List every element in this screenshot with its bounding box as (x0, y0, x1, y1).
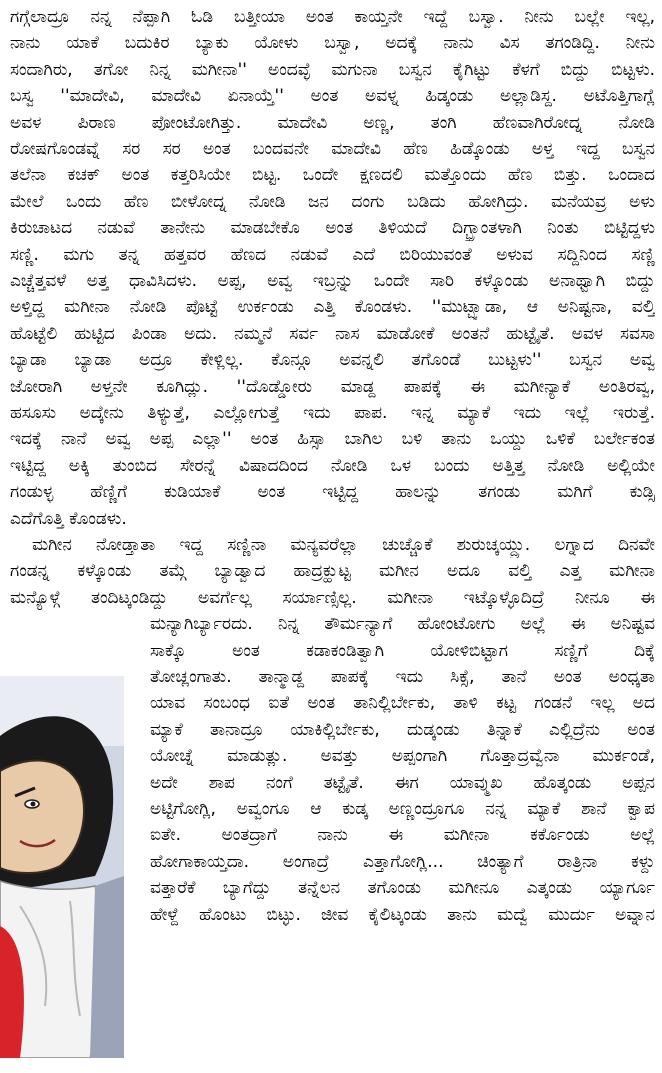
paragraph-2-wrapped-line: ಮ್ಯಾಕೆ ತಾನಾದ್ರೂ ಯಾಕಿಲ್ಲಿರ್ಬೇಕು, ದುಡ್ಕಂಡು ತಿನ್ನಾಕೆ ಎಲ್ಲಿದ್ರೆನು ಅಂತ (150, 719, 655, 740)
paragraph-1-line: ಸಣ್ಣಿ. ಮಗು ತನ್ನ ಹತ್ತವರ ಹೆಣದ ನಡುವೆ ಎದೆ ಬಿರಿಯುವಂತೆ ಅಳುವ ಸದ್ದಿನಿಂದ ಸಣ್ಣಿ (10, 244, 655, 265)
paragraph-1-line: ತಲೆನಾ ಕಚಕ್ ಅಂತ ಕತ್ತರಿಸಿಯೇ ಬಿಟ್ಟ. ಒಂದೇ ಕ್ಷಣದಲಿ ಮತ್ತೊಂದು ಹೆಣ ಬಿತ್ತು. ಒಂದಾದ (10, 165, 655, 186)
paragraph-1-line: ಜೋರಾಗಿ ಅಳ್ತನೇ ಕೂಗಿದ್ಲು. ''ದೊಡ್ಡೋರು ಮಾಡ್ದ ಪಾಪಕ್ಕೆ ಈ ಮಗೀನ್ಯಾಕೆ ಅಂತಿರವ್ವ, (10, 376, 655, 397)
paragraph-2-wrapped-line: ಅದೇ ಶಾಪ ನಂಗೆ ತಟ್ಟೈತೆ. ಈಗ ಯಾವ್ಮುಖ ಹೊತ್ಕಂಡು ಅಪ್ಪನ (150, 772, 655, 793)
paragraph-1-line: ಎದೆಗೊತ್ತಿ ಕೊಂಡಳು. (10, 508, 127, 529)
paragraph-2-wrapped-line: ಮನ್ಯಾಗಿರ್ಬ್ಯಾರದು. ನಿನ್ನ ತೌರ್ಮನ್ಯಾಗೆ ಹೋಂಟೋಗು ಅಲ್ಲೆ ಈ ಅನಿಷ್ಟವ (150, 614, 655, 635)
woman-illustration-icon (0, 676, 124, 1058)
paragraph-1-line: ಗಗ್ಗೆಲಾದ್ರೂ ನನ್ನ ನೆಪ್ಪಾಗಿ ಓಡಿ ಬತ್ತೀಯಾ ಅಂತ ಕಾಯ್ತನೇ ಇದ್ದೆ ಬಸ್ವಾ. ನೀನು ಬಲ್ಲೇ ಇಲ್ಲ, (10, 7, 655, 27)
paragraph-2-line: ಗಂಡನ್ನ ಕಳ್ಕೊಂಡು ತಮ್ಗೆ ಬ್ಯಾಡ್ವಾದ ಹಾದ್ರಕ್ಹುಟ್ಟ ಮಗೀನ ಅದೂ ವಲ್ತಿ ಎತ್ತ ಮಗೀನಾ (10, 561, 655, 582)
paragraph-1-line: ರೋಷಗೊಂಡವ್ನೆ ಸರ ಸರ ಅಂತ ಬಂದವನೇ ಮಾದೇವಿ ಹೆಣ ಹಿಡ್ಕೊಂಡು ಅಳ್ತ ಇದ್ದ ಬಸ್ವನ (10, 139, 655, 159)
paragraph-2-wrapped-line: ಐತೇ. ಅಂತದ್ರಾಗೆ ನಾನು ಈ ಮಗೀನಾ ಕರ್ಕೊಂಡು ಅಲ್ಲೆ (150, 825, 655, 846)
paragraph-2-wrapped-line: ಯೋಚ್ನೆ ಮಾಡುತ್ಲು. ಅವತ್ತು ಅಪ್ಪಂಗಾಗಿ ಗೊತ್ತಾದ್ರವ್ವೆನಾ ಮುರ್ಕಂಡೆ, (150, 746, 655, 767)
paragraph-2-wrapped-line: ಹೋಗಾಕಾಯ್ತದಾ. ಅಂಗಾದ್ರೆ ಎತ್ತಾಗೋಗ್ಲಿ... ಚಿಂತ್ಯಾಗೆ ರಾತ್ರಿನಾ ಕಳ್ದು (150, 851, 655, 872)
paragraph-2-wrapped-line: ತೋಚ್ಲಂಗಾತು. ತಾನ್ಮಾಡ್ದ ಪಾಪಕ್ಕೆ ಇದು ಸಿಕ್ಸೆ, ತಾನೆ ಅಂತ ಅಂಧ್ಕತಾ (150, 667, 655, 687)
paragraph-1-line: ಹೊಟ್ಟೆಲಿ ಹುಟ್ಟಿದ ಪಿಂಡಾ ಅದು. ನಮ್ಮನೆ ಸರ್ವ ನಾಸ ಮಾಡೋಕೆ ಅಂತನೆ ಹುಟ್ಟೈತೆ. ಅವಳ ಸವಸಾ (10, 323, 655, 344)
paragraph-1-line: ಅಳ್ತಿದ್ದ ಮಗೀನಾ ನೋಡಿ ಪೊಟ್ಟೆ ಉರ್ಕಂಡು ಎತ್ತಿ ಕೊಂಡಳು. ''ಮುಟ್ಬ್ಯಾಡಾ, ಆ ಅನಿಷ್ಟನಾ, ವಲ್ತಿ (10, 297, 655, 318)
paragraph-1-line: ಕಿರುಚಾಟದ ನಡುವೆ ತಾನೇನು ಮಾಡಬೇಕೊ ಅಂತ ತಿಳಿಯದೆ ದಿಗ್ಭ್ರಾಂತಳಾಗಿ ನಿಂತು ಬಿಟ್ಟಿದ್ದಳು (10, 218, 655, 239)
paragraph-1-line: ಸಂದಾಗಿರು, ತಗೋ ನಿನ್ನ ಮಗೀನಾ'' ಅಂದವ್ಳೆ ಮಗುನಾ ಬಸ್ವನ ಕೈಗಿಟ್ಟು ಕೆಳಗೆ ಬಿದ್ದು ಬಿಟ್ಟಳು. (10, 59, 655, 80)
paragraph-1-line: ಬಸ್ವ ''ಮಾದೇವಿ, ಮಾದೇವಿ ಏನಾಯ್ತೆ'' ಅಂತ ಅವಳ್ನ ಹಿಡ್ಕಂಡು ಅಲ್ಲಾಡಿಸ್ದ. ಅಟೊತ್ತಿಗಾಗ್ಲೆ (10, 86, 655, 107)
paragraph-1-line: ನಾನು ಯಾಕೆ ಬದುಕಿರ ಬ್ಯಾಕು ಯೋಳು ಬಸ್ವಾ, ಅದಕ್ಕೆ ನಾನು ವಿಸ ತಗಂಡಿದ್ದಿ. ನೀನು (10, 33, 655, 54)
paragraph-2-wrapped-line: ವತ್ತಾರೆಕೆ ಬ್ಯಾಗೆದ್ದು ತನ್ನೆಲನ ತಗೊಂಡು ಮಗೀನೂ ಎತ್ಕಂಡು ಯ್ಯಾರ್ಗೂ (150, 878, 655, 899)
paragraph-2-wrapped-line: ಯಾವ ಸಂಬಂಧ ಐತೆ ಅಂತ ತಾನಿಲ್ಲಿರ್ಬೇಕು, ತಾಳಿ ಕಟ್ಟ ಗಂಡನೆ ಇಲ್ಲ ಅದ (150, 693, 655, 714)
paragraph-1-line: ಬ್ಯಾಡಾ ಬ್ಯಾಡಾ ಅದ್ರೂ ಕೇಳ್ಲಿಲ್ಲ. ಕೊನ್ಗೂ ಅವನ್ನಲಿ ತಗೊಂಡೆ ಬುಟ್ಟಳು'' ಬಸ್ವನ ಅವ್ವ (10, 350, 655, 371)
paragraph-1-line: ಇದಕ್ಕೆ ನಾನೆ ಅವ್ವ ಅಪ್ಪ ಎಲ್ಲಾ'' ಅಂತ ಹಿಸ್ಸಾ ಬಾಗಿಲ ಬಳಿ ತಾನು ಒಯ್ದು ಒಳಿಕೆ ಬರ್ಲೇಕಂತ (10, 429, 655, 450)
paragraph-1-line: ಇಟ್ಟಿದ್ದ ಅಕ್ಕಿ ತುಂಬಿದ ಸೇರನ್ನೆ ವಿಷಾದದಿಂದ ನೋಡಿ ಒಳ ಬಂದು ಅತ್ತಿತ್ತ ನೋಡಿ ಅಲ್ಲಿಯೇ (10, 455, 655, 476)
paragraph-1-line: ಗಂಡುಳ್ಳ ಹೆಣ್ಣಿಗೆ ಕುಡಿಯಾಕೆ ಅಂತ ಇಟ್ಟಿದ್ದ ಹಾಲನ್ನು ತಗಂಡು ಮಗಿಗೆ ಕುಡ್ಸಿ (10, 482, 655, 503)
paragraph-1-line: ಹಸೂಸು ಅದ್ಕೇನು ತಿಳ್ಯುತ್ತೆ, ಎಲ್ಲೋಗುತ್ತೆ ಇದು ಪಾಪ. ಇನ್ನ ಮ್ಯಾಕೆ ಇದು ಇಲ್ಲೆ ಇರುತ್ತೆ. (10, 403, 655, 423)
paragraph-2-wrapped-line: ಹೇಳ್ದೆ ಹೊಂಟು ಬಿಟ್ಳು. ಜೀವ ಕೈಲಿಟ್ಕಂಡು ತಾನು ಮದ್ವೆ ಮುರ್ದು ಅವ್ನಾನ (150, 904, 655, 925)
paragraph-2-line: ಮನ್ಯೊಳ್ಗೆ ತಂದಿಟ್ಕಂಡಿದ್ದು ಅವರ್ಗೆಲ್ಲ ಸರ್ಯಾಣ್ಸಿಲ್ಲ. ಮಗೀನಾ ಇಟ್ಕೊಳ್ಳೊದಿದ್ರೆ ನೀನೂ ಈ (10, 587, 655, 608)
paragraph-1-line: ಎಚ್ಚೆತ್ತವಳೆ ಅತ್ತ ಧಾವಿಸಿದಳು. ಅಪ್ಪ, ಅವ್ವ ಇಬ್ರನ್ನು ಒಂದೇ ಸಾರಿ ಕಳ್ಕೊಂಡು ಅನಾಥ್ವಾಗಿ ಬಿದ್ದು (10, 271, 655, 291)
paragraph-2-line: ಮಗೀನ ನೋಡ್ತಾತಾ ಇದ್ದ ಸಣ್ಣಿನಾ ಮನ್ಯವರೆಲ್ಲಾ ಚುಚ್ಚೊಕೆ ಶುರುಚ್ಕಯ್ದ್ರು. ಲಗ್ನಾದ ದಿನವೇ (32, 535, 655, 555)
paragraph-1-line: ಮೇಲೆ ಒಂದು ಹೆಣ ಬೀಳೋದ್ನ ನೋಡಿ ಜನ ದಂಗು ಬಡಿದು ಹೋಗಿದ್ರು. ಮನೆಯವ್ರ ಅಳು (10, 191, 655, 212)
paragraph-2-wrapped-line: ಸಾಕ್ಕೊ ಅಂತ ಕಡಾಕಂಡಿತ್ವಾಗಿ ಯೋಳಿಬಿಟ್ಟಾಗ ಸಣ್ಣಿಗೆ ದಿಕ್ಕೆ (150, 640, 655, 661)
paragraph-1-line: ಅವಳ ಪಿರಾಣ ಪೋಂಟೋಗಿತ್ತು. ಮಾದೇವಿ ಅಣ್ಣ, ತಂಗಿ ಹೆಣವಾಗಿರೋದ್ನ ನೋಡಿ (10, 112, 655, 133)
paragraph-2-wrapped-line: ಅಟ್ಟಿಗೋಗ್ಲಿ, ಅವ್ವಂಗೂ ಆ ಕುಡ್ಕ ಅಣ್ಣಂದ್ರೂಗೂ ನನ್ನ ಮ್ಯಾಕೆ ಶಾನೆ ಕ್ವಾಪ (150, 799, 655, 819)
